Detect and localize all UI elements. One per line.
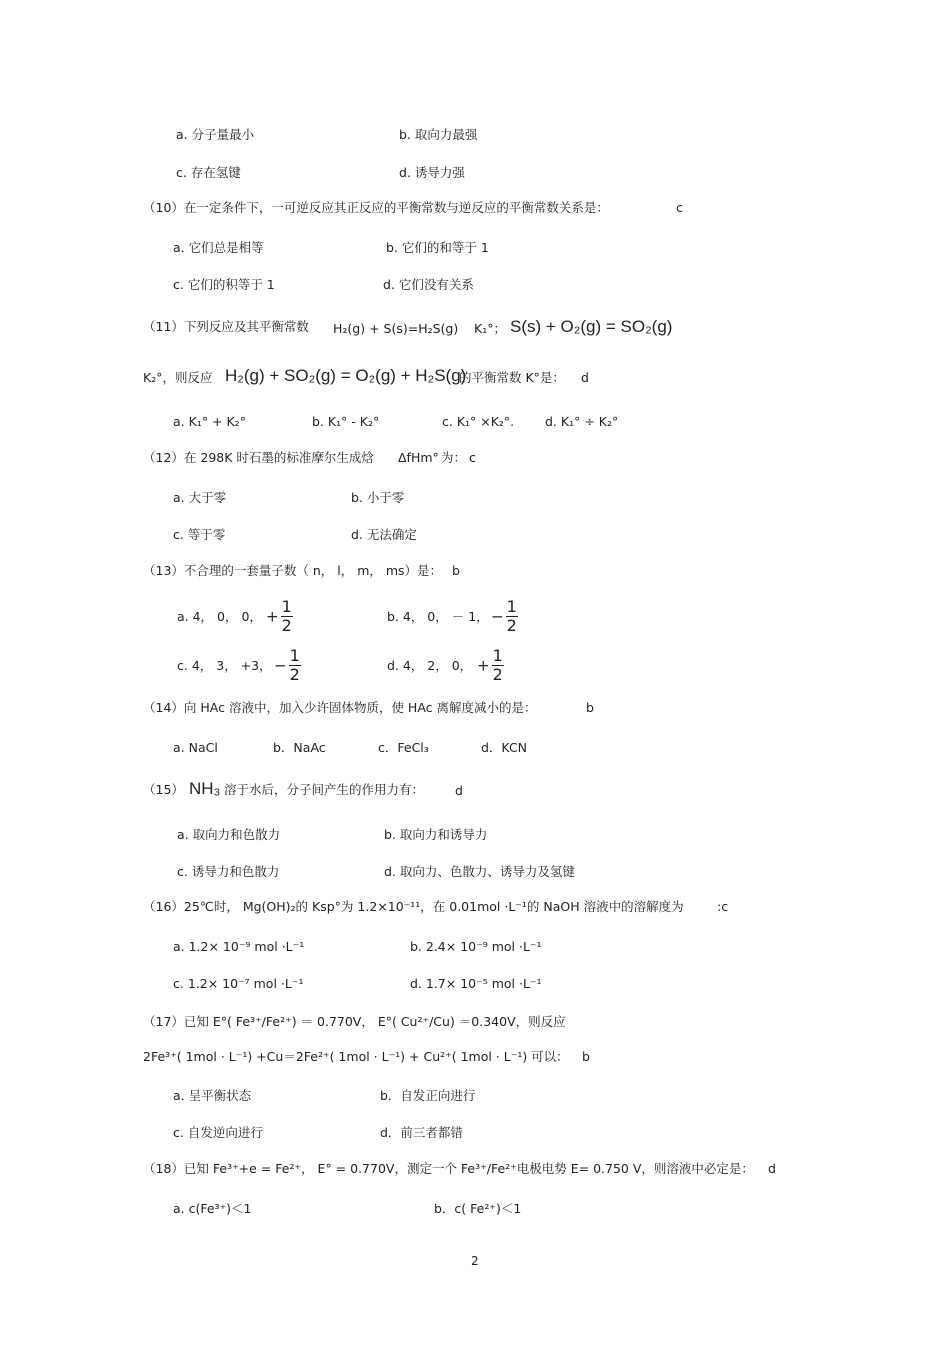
page-number: 2	[471, 1254, 479, 1268]
q16-answer: :c	[717, 899, 729, 914]
q10-option-b: b. 它们的和等于 1	[386, 240, 489, 255]
q15-stem: 溶于水后，分子间产生的作用力有：	[224, 782, 425, 797]
q11-k1: K₁°；	[474, 321, 506, 336]
q9-option-c: c. 存在氢键	[176, 165, 241, 180]
q9-option-a: a. 分子量最小	[176, 127, 255, 142]
q15-stem-prefix: （15）	[143, 782, 184, 797]
q11-option-a: a. K₁° + K₂°	[173, 414, 246, 429]
q13-option-b-value: − $\frac{1}{2}$	[491, 597, 517, 635]
q17-option-c: c. 自发逆向进行	[173, 1125, 263, 1140]
q17-reaction: 2Fe³⁺( 1mol · L⁻¹) +Cu＝2Fe²⁺( 1mol · L⁻¹) + Cu²⁺( 1mol · L⁻¹) 可以：	[143, 1049, 569, 1064]
q16-option-a: a. 1.2× 10⁻⁹ mol ·L⁻¹	[173, 939, 305, 954]
q14-stem: （14）向 HAc 溶液中，加入少许固体物质，使 HAc 离解度减小的是：	[143, 700, 537, 715]
q13-option-b: b. 4， 0， － 1，	[387, 609, 489, 624]
q13-option-d: d. 4， 2， 0，	[387, 658, 473, 673]
q10-option-d: d. 它们没有关系	[383, 277, 474, 292]
q11-equation-3: H₂(g) + SO₂(g) = O₂(g) + H₂S(g)	[225, 366, 467, 385]
q17-option-d: d．前三者都错	[380, 1125, 463, 1140]
q11-option-c: c. K₁° ×K₂°.	[442, 414, 515, 429]
q12-option-b: b. 小于零	[351, 490, 405, 505]
q14-answer: b	[586, 700, 594, 715]
q13-stem: （13）不合理的一套量子数（ n， l， m， ms）是：	[143, 563, 443, 578]
q11-tail: 的平衡常数 K°是：	[459, 370, 565, 385]
q13-option-c: c. 4， 3， +3，	[177, 658, 272, 673]
q18-option-b: b．c( Fe²⁺)＜1	[434, 1201, 522, 1216]
q13-option-c-value: − $\frac{1}{2}$	[274, 646, 300, 684]
q13-option-a: a. 4， 0， 0，	[177, 609, 262, 624]
q12-stem: （12）在 298K 时石墨的标准摩尔生成焓	[143, 450, 374, 465]
q11-k2: K₂°，则反应	[143, 370, 213, 385]
q12-option-c: c. 等于零	[173, 527, 226, 542]
q13-option-a-value: + $\frac{1}{2}$	[266, 597, 292, 635]
q10-option-c: c. 它们的积等于 1	[173, 277, 275, 292]
q17-option-b: b．自发正向进行	[380, 1088, 476, 1103]
q10-option-a: a. 它们总是相等	[173, 240, 264, 255]
q14-option-a: a. NaCl	[173, 740, 218, 755]
q18-stem: （18）已知 Fe³⁺+e = Fe²⁺， E° = 0.770V，测定一个 Fe³⁺/Fe²⁺电极电势 E= 0.750 V，则溶液中必定是：	[143, 1161, 754, 1176]
q10-stem: （10）在一定条件下，一可逆反应其正反应的平衡常数与逆反应的平衡常数关系是：	[143, 200, 609, 215]
q12-symbol: ΔfHm°	[398, 450, 439, 465]
q18-option-a: a. c(Fe³⁺)＜1	[173, 1201, 252, 1216]
q9-option-d: d. 诱导力强	[399, 165, 465, 180]
q11-answer: d	[581, 370, 589, 385]
q11-equation-2: S(s) + O₂(g) = SO₂(g)	[510, 317, 673, 336]
q16-option-b: b. 2.4× 10⁻⁹ mol ·L⁻¹	[410, 939, 542, 954]
q17-option-a: a. 呈平衡状态	[173, 1088, 252, 1103]
q15-option-d: d. 取向力、色散力、诱导力及氢键	[384, 864, 575, 879]
q12-option-d: d. 无法确定	[351, 527, 417, 542]
q14-option-d: d．KCN	[481, 740, 528, 755]
q15-option-b: b. 取向力和诱导力	[384, 827, 488, 842]
q9-option-b: b. 取向力最强	[399, 127, 478, 142]
q11-option-b: b. K₁° - K₂°	[312, 414, 380, 429]
q16-stem: （16）25℃时， Mg(OH)₂的 Ksp°为 1.2×10⁻¹¹，在 0.01mol ·L⁻¹的 NaOH 溶液中的溶解度为	[143, 899, 684, 914]
q11-stem: （11）下列反应及其平衡常数	[143, 319, 309, 334]
q15-option-c: c. 诱导力和色散力	[177, 864, 280, 879]
q13-answer: b	[452, 563, 460, 578]
q16-option-c: c. 1.2× 10⁻⁷ mol ·L⁻¹	[173, 976, 304, 991]
q15-answer: d	[455, 783, 463, 798]
q18-answer: d	[768, 1161, 776, 1176]
q11-option-d: d. K₁° ÷ K₂°	[545, 414, 619, 429]
q12-option-a: a. 大于零	[173, 490, 227, 505]
q17-stem: （17）已知 E°( Fe³⁺/Fe²⁺) ＝ 0.770V， E°( Cu²⁺/Cu) ＝0.340V，则反应	[143, 1014, 566, 1029]
q10-answer: c	[676, 200, 683, 215]
q14-option-c: c．FeCl₃	[378, 740, 429, 755]
q13-option-d-value: + $\frac{1}{2}$	[477, 646, 503, 684]
q17-answer: b	[582, 1049, 590, 1064]
q14-option-b: b．NaAc	[273, 740, 326, 755]
q12-tail: 为：	[441, 450, 467, 465]
q12-answer: c	[469, 450, 476, 465]
q15-formula: NH₃	[189, 779, 221, 798]
q15-option-a: a. 取向力和色散力	[177, 827, 281, 842]
q11-equation-1: H₂(g) + S(s)=H₂S(g)	[333, 321, 459, 336]
q16-option-d: d. 1.7× 10⁻⁵ mol ·L⁻¹	[410, 976, 542, 991]
